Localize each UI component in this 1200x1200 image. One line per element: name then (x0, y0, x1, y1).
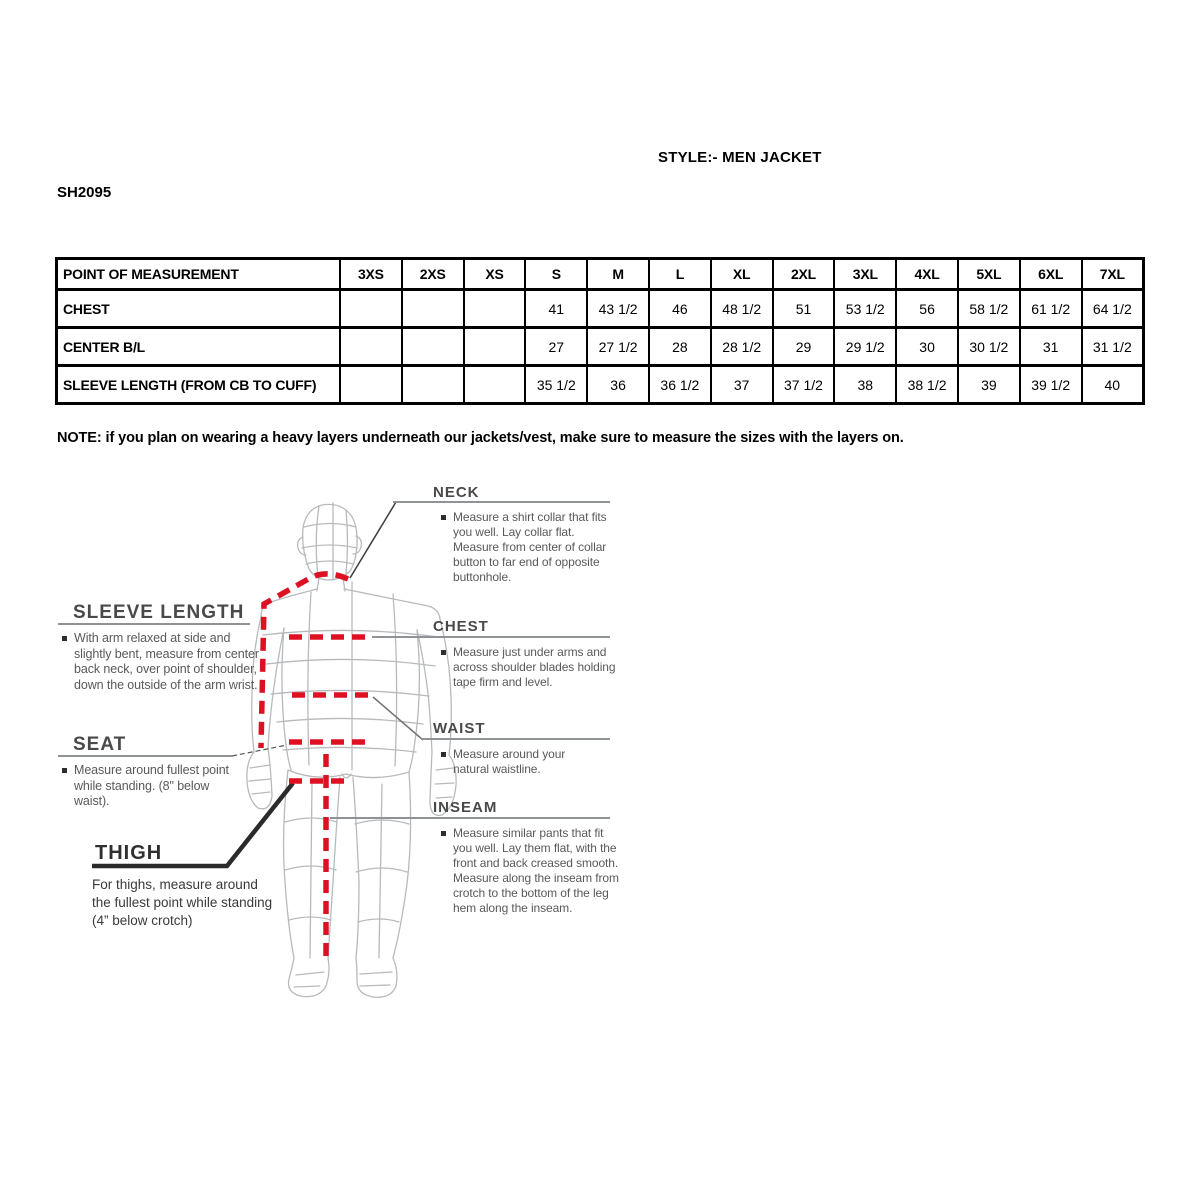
sleeve-length-description: With arm relaxed at side and slightly bent, measure from center back neck, over point of shoulder, down the outside of the arm wrist. (62, 631, 267, 693)
bullet-square-icon (441, 650, 446, 655)
column-header-size: 5XL (958, 259, 1020, 290)
table-cell (402, 328, 464, 366)
table-cell (340, 290, 402, 328)
table-cell: 46 (649, 290, 711, 328)
row-label: CENTER B/L (57, 328, 341, 366)
table-cell (340, 366, 402, 404)
seat-description: Measure around fullest point while standing. (8" below waist). (62, 763, 242, 810)
page-title: STYLE:- MEN JACKET (658, 149, 822, 166)
table-cell (464, 366, 526, 404)
column-header-size: S (525, 259, 587, 290)
note-text: NOTE: if you plan on wearing a heavy layers underneath our jackets/vest, make sure to measure the sizes with the layers on. (57, 430, 904, 446)
inseam-heading: INSEAM (433, 799, 498, 816)
column-header-size: M (587, 259, 649, 290)
table-cell: 39 (958, 366, 1020, 404)
table-cell: 48 1/2 (711, 290, 773, 328)
table-cell (402, 366, 464, 404)
chest-description: Measure just under arms and across shoulder blades holding tape firm and level. (441, 645, 623, 690)
inseam-description: Measure similar pants that fit you well. Lay them flat, with the front and back creased smooth. Measure along the inseam from crotch to the bottom of the leg hem along the inseam. (441, 826, 623, 916)
table-cell (464, 290, 526, 328)
table-cell: 36 1/2 (649, 366, 711, 404)
table-cell (340, 328, 402, 366)
table-cell: 29 1/2 (834, 328, 896, 366)
column-header-size: 2XL (773, 259, 835, 290)
mannequin-figure (247, 503, 456, 997)
table-cell: 64 1/2 (1082, 290, 1144, 328)
table-cell: 30 (896, 328, 958, 366)
column-header-size: XS (464, 259, 526, 290)
chest-heading: CHEST (433, 618, 489, 635)
sleeve-measure-line (261, 574, 348, 748)
table-cell: 27 1/2 (587, 328, 649, 366)
bullet-square-icon (441, 515, 446, 520)
thigh-heading: THIGH (95, 842, 163, 864)
table-cell: 27 (525, 328, 587, 366)
table-row (57, 366, 1144, 404)
table-cell: 31 1/2 (1082, 328, 1144, 366)
table-cell: 58 1/2 (958, 290, 1020, 328)
column-header-size: 3XL (834, 259, 896, 290)
table-cell: 38 (834, 366, 896, 404)
table-cell (402, 290, 464, 328)
column-header-size: L (649, 259, 711, 290)
table-cell: 43 1/2 (587, 290, 649, 328)
neck-heading: NECK (433, 484, 480, 501)
column-header-size: 7XL (1082, 259, 1144, 290)
table-cell: 37 (711, 366, 773, 404)
size-table-body (57, 290, 1144, 404)
bullet-square-icon (441, 752, 446, 757)
table-cell: 56 (896, 290, 958, 328)
bullet-square-icon (62, 636, 67, 641)
table-cell: 38 1/2 (896, 366, 958, 404)
table-row (57, 290, 1144, 328)
table-cell: 35 1/2 (525, 366, 587, 404)
row-label: SLEEVE LENGTH (FROM CB TO CUFF) (57, 366, 341, 404)
table-cell: 28 (649, 328, 711, 366)
size-chart-table (55, 257, 1145, 405)
table-cell (464, 328, 526, 366)
waist-heading: WAIST (433, 720, 486, 737)
measure-lines (261, 574, 373, 962)
thigh-description: For thighs, measure around the fullest point while standing (4” below crotch) (92, 877, 273, 928)
column-header-size: 4XL (896, 259, 958, 290)
table-cell: 30 1/2 (958, 328, 1020, 366)
style-code: SH2095 (57, 184, 112, 201)
table-cell: 36 (587, 366, 649, 404)
table-cell: 51 (773, 290, 835, 328)
column-header-point-of-measurement: POINT OF MEASUREMENT (57, 259, 341, 290)
table-row (57, 328, 1144, 366)
bullet-square-icon (441, 831, 446, 836)
waist-description: Measure around your natural waistline. (441, 747, 601, 777)
seat-heading: SEAT (73, 734, 127, 755)
size-table-header-row (57, 259, 1144, 290)
row-label: CHEST (57, 290, 341, 328)
column-header-size: 3XS (340, 259, 402, 290)
neck-description: Measure a shirt collar that fits you well. Lay collar flat. Measure from center of collar button to far end of opposite buttonhole. (441, 510, 619, 585)
table-cell: 41 (525, 290, 587, 328)
sleeve-length-heading: SLEEVE LENGTH (73, 602, 245, 623)
column-header-size: 6XL (1020, 259, 1082, 290)
table-cell: 53 1/2 (834, 290, 896, 328)
column-header-size: XL (711, 259, 773, 290)
column-header-size: 2XS (402, 259, 464, 290)
table-cell: 39 1/2 (1020, 366, 1082, 404)
bullet-square-icon (62, 768, 67, 773)
table-cell: 31 (1020, 328, 1082, 366)
table-cell: 37 1/2 (773, 366, 835, 404)
table-cell: 40 (1082, 366, 1144, 404)
table-cell: 29 (773, 328, 835, 366)
table-cell: 61 1/2 (1020, 290, 1082, 328)
table-cell: 28 1/2 (711, 328, 773, 366)
